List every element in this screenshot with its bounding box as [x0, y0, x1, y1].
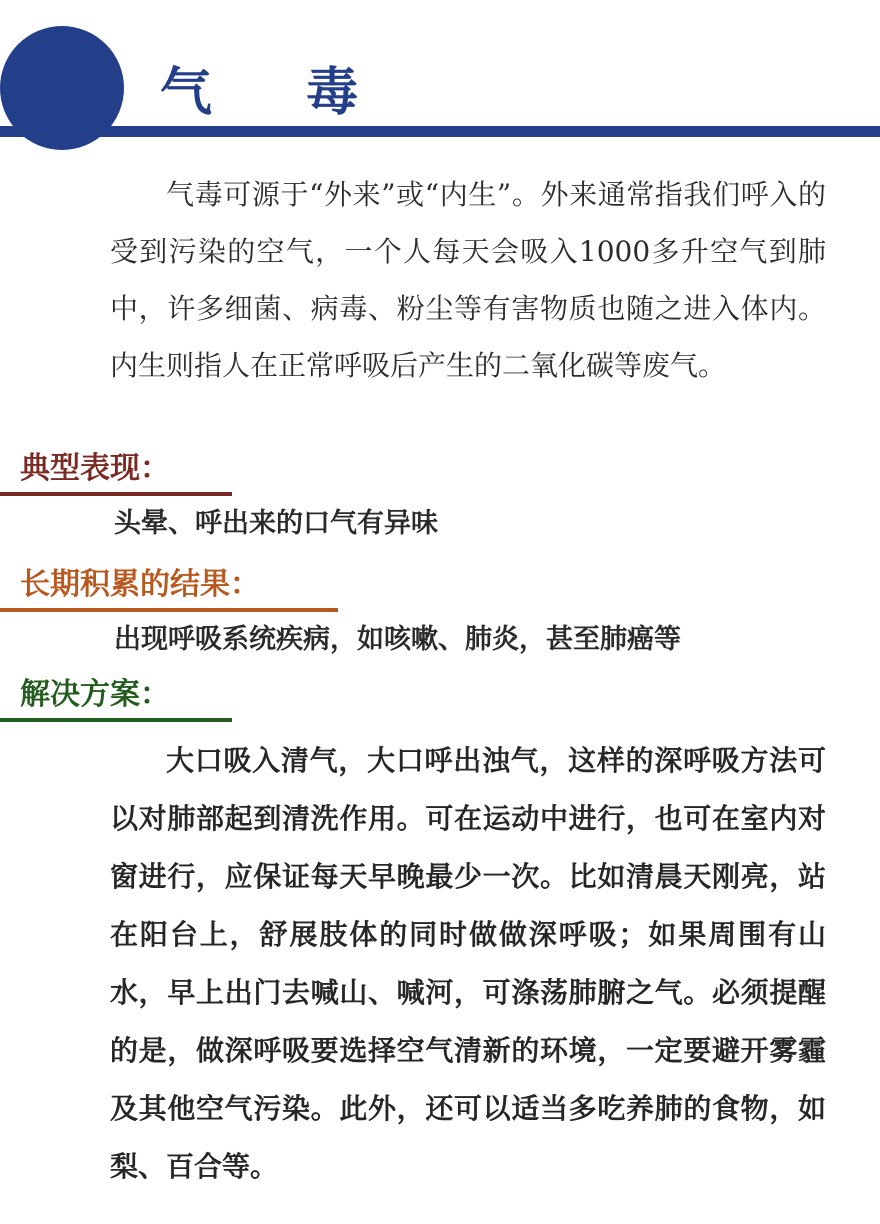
solution-text: 大口吸入清气，大口呼出浊气，这样的深呼吸方法可以对肺部起到清洗作用。可在运动中进行，也可在室内对窗进行，应保证每天早晚最少一次。比如清晨天刚亮，站在阳台上，舒展肢体的同时做做深呼吸；如果周围有山水，早上出门去喊山、喊河，可涤荡肺腑之气。必须提醒的是，做深呼吸要选择空气清新的环境，一定要避开雾霾及其他空气污染。此外，还可以适当多吃养肺的食物，如梨、百合等。: [110, 744, 826, 1183]
header-decoration: [0, 0, 880, 160]
solution-heading: 解决方案：: [20, 677, 170, 712]
results-underline: [0, 608, 338, 612]
symptoms-heading: 典型表现：: [20, 451, 170, 486]
solution-underline: [0, 718, 232, 722]
intro-paragraph: 气毒可源于“外来”或“内生”。外来通常指我们呼入的受到污染的空气，一个人每天会吸入1000多升空气到肺中，许多细菌、病毒、粉尘等有害物质也随之进入体内。内生则指人在正常呼吸后产生的二氧化碳等废气。: [110, 178, 826, 382]
header-banner: [0, 0, 880, 160]
header-rule: [0, 126, 880, 137]
results-heading: 长期积累的结果：: [20, 567, 260, 602]
results-text: 出现呼吸系统疾病，如咳嗽、肺炎，甚至肺癌等: [114, 624, 681, 655]
page-title: 气 毒: [160, 62, 397, 123]
symptoms-underline: [0, 492, 232, 496]
symptoms-text: 头晕、呼出来的口气有异味: [114, 508, 438, 539]
